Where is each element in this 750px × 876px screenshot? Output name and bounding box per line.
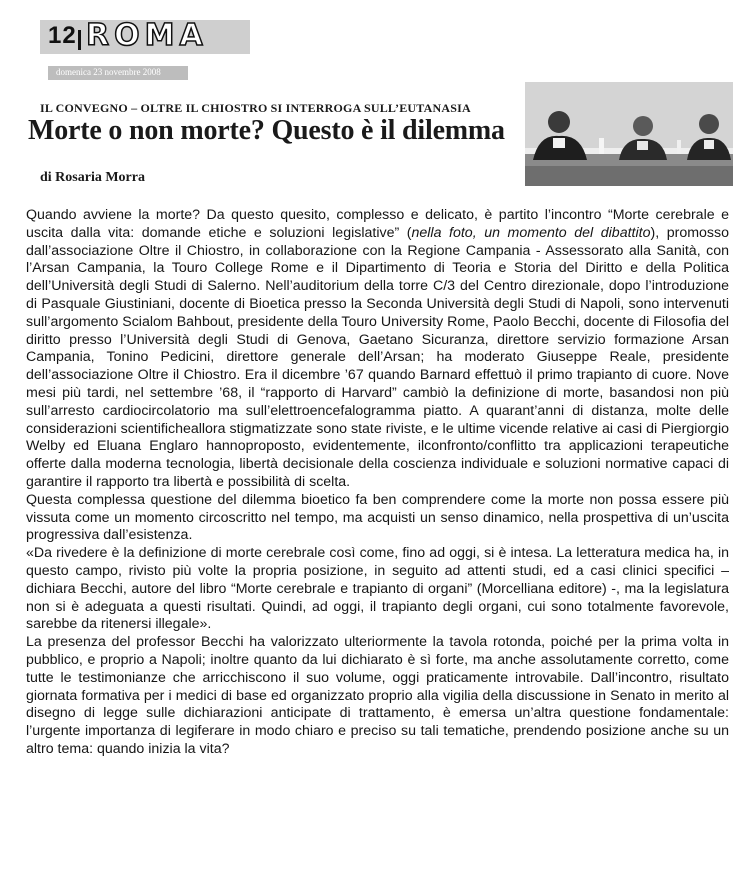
section-masthead: [40, 20, 250, 54]
conference-photo: [525, 82, 733, 186]
article-kicker: IL CONVEGNO – OLTRE IL CHIOSTRO SI INTERROGA SULL’EUTANASIA: [40, 101, 471, 115]
section-title: ROMA: [86, 18, 208, 53]
masthead-divider: [78, 30, 81, 50]
photo-reference: nella foto, un momento del dibattito: [411, 224, 651, 241]
page-number: 12: [48, 22, 77, 49]
date-band: [48, 66, 188, 80]
article-byline: di Rosaria Morra: [40, 170, 145, 185]
paragraph-4: La presenza del professor Becchi ha valorizzato ulteriormente la tavola rotonda, poiché per la prima volta in pubblico, e proprio a Napoli; inoltre quanto da lui dichiarato è sì forte, ma anche assolutamente corretto, come tutte le testimonianze che arricchiscono il suo volume, oggi praticamente introvabile. Dall’incontro, risultato giornata formativa per i medici di base ed organizzato proprio alla vigilia della discussione in Senato in merito al disegno di legge sulle dichiarazioni anticipate di trattamento, è emersa un’altra questione fondamentale: l’urgente importanza di legiferare in modo chiaro e preciso su tali tematiche, prendendo posizione anche su un altro tema: quando inizia la vita?: [26, 634, 729, 757]
article-headline: Morte o non morte? Questo è il dilemma: [28, 115, 505, 146]
paragraph-1: Quando avviene la morte? Da questo quesito, complesso e delicato, è partito l’incontro “Morte cerebrale e uscita dalla vita: domande etiche e soluzioni legislative” (nella foto, un momento del dibattito), promosso dall’associazione Oltre il Chiostro, in collaborazione con la Regione Campania - Assessorato alla Sanità, con l’Arsan Campania, la Touro College Rome e il Dipartimento di Teoria e Storia del Diritto e della Politica dell’Università degli Studi di Salerno. Nell’auditorium della torre C/3 del Centro direzionale, dopo l’introduzione di Pasquale Giustiniani, docente di Bioetica presso la Seconda Università degli Studi di Napoli, sono intervenuti sull’argomento Scialom Bahbout, presidente della Touro University Rome, Paolo Becchi, docente di Filosofia del diritto presso l’Università degli Studi di Genova, Gaetano Sicuranza, direttore servizio formazione Arsan Campania, Tonino Pedicini, direttore generale dell’Arsan; ha moderato Giuseppe Reale, presidente dell’associazione Oltre il Chiostro. Era il dicembre ’67 quando Barnard effettuò il primo trapianto di cuore. Nove mesi più tardi, nel settembre ’68, il “rapporto di Harvard” cambiò la definizione di morte, basandosi non più sull’arresto cardiocircolatorio ma sull’elettroencefalogramma piatto. A quarant’anni di distanza, molte delle considerazioni scientificheallora stigmatizzate sono state riviste, e le ultime vicende relative ai casi di Piergiorgio Welby ed Eluana Englaro hannoproposto, evidentemente, ilconfronto/conflitto tra applicazioni terapeutiche offerte dalla moderna tecnologia, libertà decisionale della coscienza individuale e soluzioni normative capaci di garantire il rapporto tra libertà e possibilità di scelta.: [26, 207, 729, 490]
panel-speakers-illustration: [525, 82, 733, 186]
issue-date: domenica 23 novembre 2008: [56, 67, 161, 77]
article-body: [26, 207, 729, 759]
paragraph-3-quote: «Da rivedere è la definizione di morte cerebrale così come, fino ad oggi, si è intesa. La letteratura medica ha, in questo campo, rivisto più volte la propria posizione, in seguito ad attenti studi, ed a casi clinici specifici – dichiara Becchi, autore del libro “Morte cerebrale e trapianto di organi” (Morcelliana editore) -, ma la legislatura non si è adeguata a questi risultati. Quindi, ad oggi, il trapianto degli organi, cui sono totalmente favorevole, sarebbe da ritenersi illegale».: [26, 545, 729, 633]
paragraph-2: Questa complessa questione del dilemma bioetico fa ben comprendere come la morte non possa essere più vissuta come un momento circoscritto nel tempo, ma acquisti un senso dinamico, nella prospettiva di un’uscita progressiva dall’esistenza.: [26, 491, 729, 544]
